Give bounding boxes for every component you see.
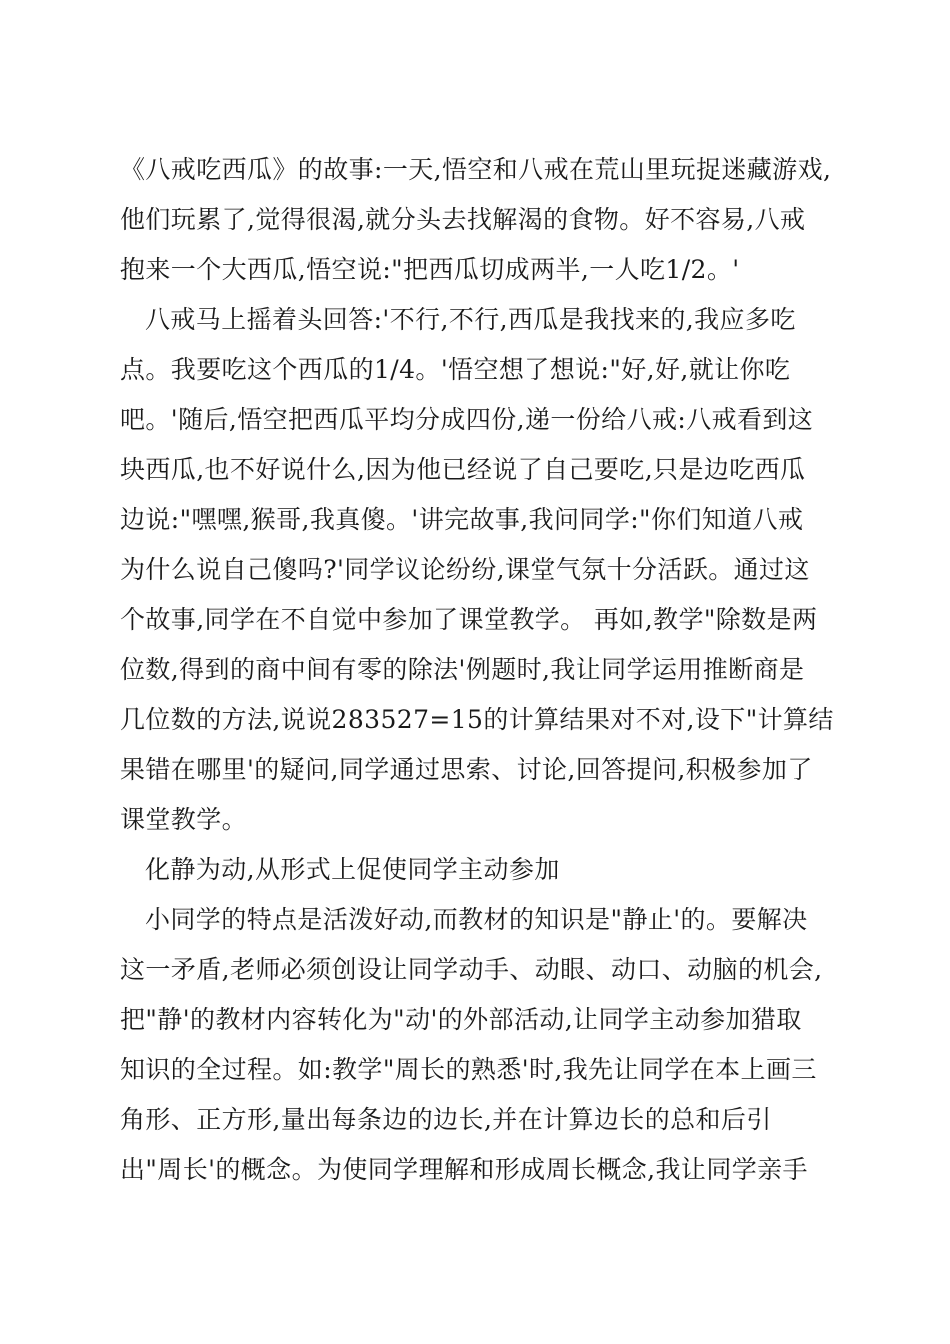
text-line: 点。我要吃这个西瓜的1/4。'悟空想了想说:"好,好,就让你吃 xyxy=(120,355,791,384)
text-line: 抱来一个大西瓜,悟空说:"把西瓜切成两半,一人吃1/2。' xyxy=(120,255,740,284)
text-line: 出"周长'的概念。为使同学理解和形成周长概念,我让同学亲手 xyxy=(120,1155,808,1184)
text-line: 角形、正方形,量出每条边的边长,并在计算边长的总和后引 xyxy=(120,1105,772,1134)
text-line: 这一矛盾,老师必须创设让同学动手、动眼、动口、动脑的机会, xyxy=(120,955,823,984)
text-line: 课堂教学。 xyxy=(120,805,248,834)
text-line: 位数,得到的商中间有零的除法'例题时,我让同学运用推断商是 xyxy=(120,655,805,684)
text-line: 边说:"嘿嘿,猴哥,我真傻。'讲完故事,我问同学:"你们知道八戒 xyxy=(120,505,804,534)
text-line: 个故事,同学在不自觉中参加了课堂教学。 再如,教学"除数是两 xyxy=(120,605,818,634)
text-line: 吧。'随后,悟空把西瓜平均分成四份,递一份给八戒:八戒看到这 xyxy=(120,405,814,434)
paragraph-first-line: 小同学的特点是活泼好动,而教材的知识是"静止'的。要解决 xyxy=(145,905,808,934)
text-line: 几位数的方法,说说283527=15的计算结果对不对,设下"计算结 xyxy=(120,705,834,734)
text-line: 为什么说自己傻吗?'同学议论纷纷,课堂气氛十分活跃。通过这 xyxy=(120,555,810,584)
text-line: 果错在哪里'的疑问,同学通过思索、讨论,回答提问,积极参加了 xyxy=(120,755,813,784)
text-line: 块西瓜,也不好说什么,因为他已经说了自己要吃,只是边吃西瓜 xyxy=(120,455,806,484)
text-line: 他们玩累了,觉得很渴,就分头去找解渴的食物。好不容易,八戒 xyxy=(120,205,806,234)
paragraph-first-line: 八戒马上摇着头回答:'不行,不行,西瓜是我找来的,我应多吃 xyxy=(145,305,796,334)
text-line: 知识的全过程。如:教学"周长的熟悉'时,我先让同学在本上画三 xyxy=(120,1055,817,1084)
text-line: 把"静'的教材内容转化为"动'的外部活动,让同学主动参加猎取 xyxy=(120,1005,802,1034)
section-heading: 化静为动,从形式上促使同学主动参加 xyxy=(145,855,560,884)
text-line: 《八戒吃西瓜》的故事:一天,悟空和八戒在荒山里玩捉迷藏游戏, xyxy=(120,155,832,184)
